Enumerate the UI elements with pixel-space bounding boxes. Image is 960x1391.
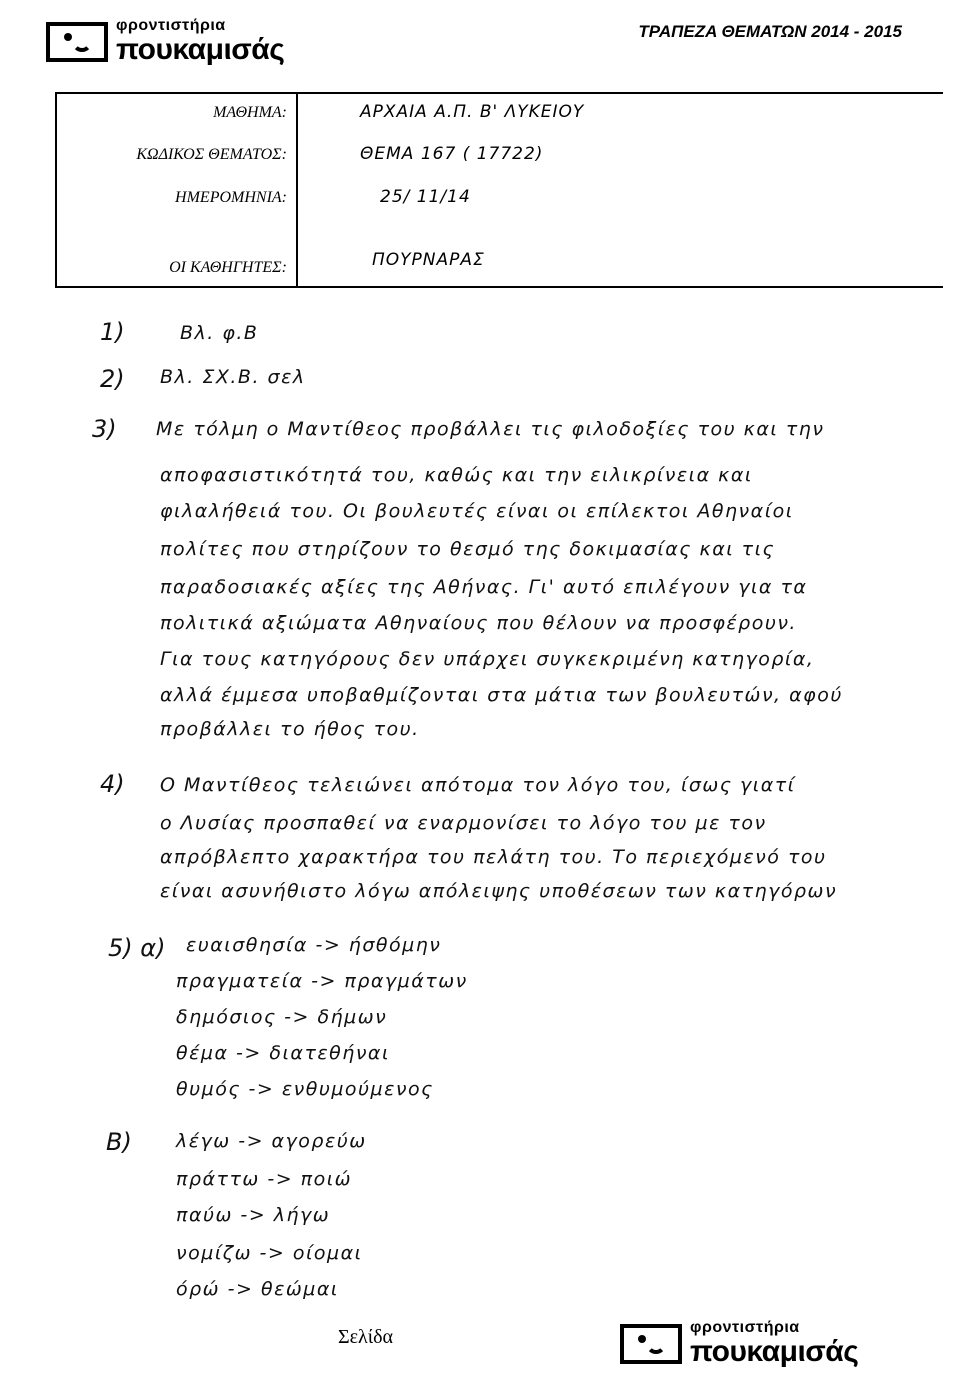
answer-3-line: παραδοσιακές αξίες της Αθήνας. Γι' αυτό επιλέγουν για τα <box>160 576 808 598</box>
page-label: Σελίδα <box>338 1326 394 1348</box>
answer-3-number: 3) <box>92 415 117 443</box>
answer-3-line: Για τους κατηγόρους δεν υπάρχει συγκεκριμένη κατηγορία, <box>160 648 815 670</box>
header-value-subject: ΑΡΧΑΙΑ Α.Π. Β' ΛΥΚΕΙΟΥ <box>360 102 585 122</box>
bank-title: ΤΡΑΠΕΖΑ ΘΕΜΑΤΩΝ 2014 - 2015 <box>638 22 902 41</box>
answer-4-number: 4) <box>100 770 125 798</box>
logo-big-text: πουκαμισάς <box>116 33 285 66</box>
header-label-teachers: ΟΙ ΚΑΘΗΓΗΤΕΣ: <box>169 259 287 276</box>
logo <box>620 1320 858 1367</box>
answer-3-line: φιλαλήθειά του. Οι βουλευτές είναι οι επίλεκτοι Αθηναίοι <box>160 500 794 522</box>
answer-4-line: απρόβλεπτο χαρακτήρα του πελάτη του. Το περιεχόμενό του <box>160 846 827 868</box>
header-label-code: ΚΩΔΙΚΟΣ ΘΕΜΑΤΟΣ: <box>136 146 287 163</box>
header-value-date: 25/ 11/14 <box>380 187 471 207</box>
answer-5b-line: παύω -> λήγω <box>176 1204 331 1226</box>
answer-2-text: Βλ. ΣΧ.Β. σελ <box>160 366 306 388</box>
answer-3-line: Με τόλμη ο Μαντίθεος προβάλλει τις φιλοδοξίες του και την <box>156 418 825 440</box>
logo-small-text: φροντιστήρια <box>690 1319 800 1336</box>
answer-3-line: προβάλλει το ήθος του. <box>160 718 420 740</box>
header-divider <box>296 92 298 288</box>
answer-3-line: αποφασιστικότητά του, καθώς και την ειλικρίνεια και <box>160 464 753 486</box>
answer-5b-line: όρώ -> θεώμαι <box>176 1278 339 1300</box>
header-value-code: ΘΕΜΑ 167 ( 17722) <box>360 144 544 164</box>
answer-3-line: πολιτικά αξιώματα Αθηναίους που θέλουν να προσφέρουν. <box>160 612 797 634</box>
logo-mark-icon <box>620 1324 682 1364</box>
answer-5a-line: θέμα -> διατεθήναι <box>176 1042 390 1064</box>
logo <box>46 18 284 65</box>
answer-5a-line: θυμός -> ενθυμούμενος <box>176 1078 434 1100</box>
answer-3-line: αλλά έμμεσα υποβαθμίζονται στα μάτια των βουλευτών, αφού <box>160 684 843 706</box>
header-label-date: ΗΜΕΡΟΜΗΝΙΑ: <box>175 189 287 206</box>
answer-4-line: ο Λυσίας προσπαθεί να εναρμονίσει το λόγο του με τον <box>160 812 767 834</box>
answer-2-number: 2) <box>100 365 125 393</box>
answer-1-number: 1) <box>100 318 125 346</box>
answer-5b-line: λέγω -> αγορεύω <box>176 1130 367 1152</box>
answer-5a-line: πραγματεία -> πραγμάτων <box>176 970 468 992</box>
answer-5b-line: νομίζω -> οίομαι <box>176 1242 363 1264</box>
header-value-teachers: ΠΟΥΡΝΑΡΑΣ <box>372 250 485 270</box>
header-label-subject: ΜΑΘΗΜΑ: <box>213 104 287 121</box>
answer-4-line: Ο Μαντίθεος τελειώνει απότομα τον λόγο του, ίσως γιατί <box>160 774 796 796</box>
answer-5b-line: πράττω -> ποιώ <box>176 1168 353 1190</box>
answer-3-line: πολίτες που στηρίζουν το θεσμό της δοκιμασίας και τις <box>160 538 776 560</box>
answer-1-text: Βλ. φ.Β <box>180 322 259 344</box>
answer-5b-number: Β) <box>106 1128 132 1156</box>
logo-mark-icon <box>46 22 108 62</box>
logo-big-text: πουκαμισάς <box>690 1335 859 1368</box>
answer-5a-line: ευαισθησία -> ήσθόμην <box>186 934 442 956</box>
logo-small-text: φροντιστήρια <box>116 17 226 34</box>
answer-5a-line: δημόσιος -> δήμων <box>176 1006 388 1028</box>
answer-5a-number: 5) α) <box>108 934 166 962</box>
answer-4-line: είναι ασυνήθιστο λόγω απόλειψης υποθέσεων των κατηγόρων <box>160 880 838 902</box>
